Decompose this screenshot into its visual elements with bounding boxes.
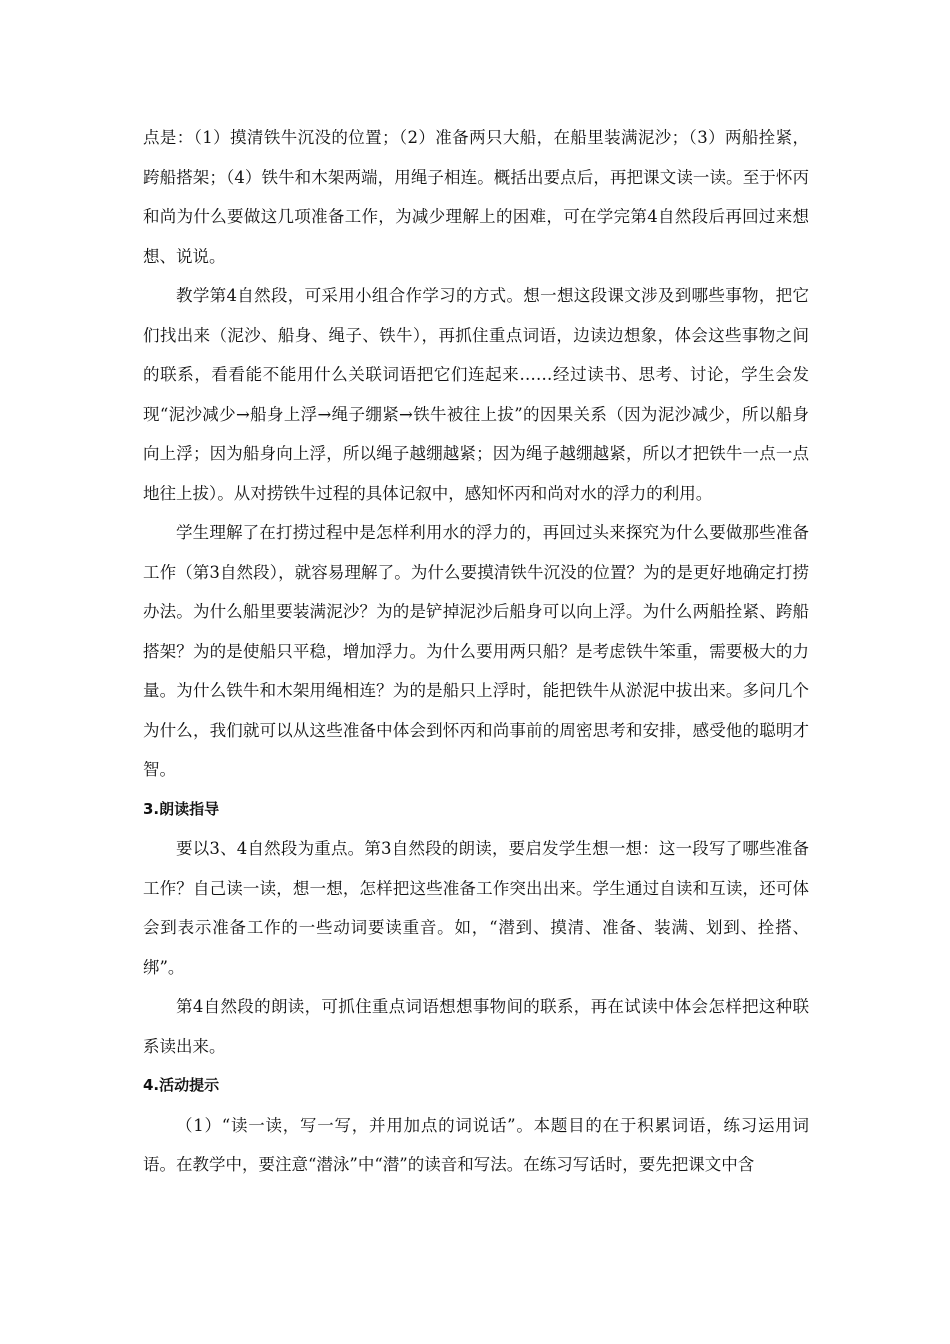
heading-reading-guidance: 3.朗读指导 [143,799,220,818]
paragraph-activity-1: （1）“读一读，写一写，并用加点的词说话”。本题目的在于积累词语，练习运用词语。在教学中，要注意“潜泳”中“潜”的读音和写法。在练习写话时，要先把课文中含 [143,1115,809,1174]
paragraph-buoyancy-understanding: 学生理解了在打捞过程中是怎样利用水的浮力的，再回过头来探究为什么要做那些准备工作（第3自然段），就容易理解了。为什么要摸清铁牛沉没的位置？为的是更好地确定打捞办法。为什么船里要装满泥沙？为的是铲掉泥沙后船身可以向上浮。为什么两船拴紧、跨船搭架？为的是使船只平稳，增加浮力。为什么要用两只船？是考虑铁牛笨重，需要极大的力量。为什么铁牛和木架用绳相连？为的是船只上浮时，能把铁牛从淤泥中拔出来。多问几个为什么，我们就可以从这些准备中体会到怀丙和尚事前的周密思考和安排，感受他的聪明才智。 [143,523,809,779]
heading-activity-tips: 4.活动提示 [143,1076,220,1094]
paragraph-reading-focus: 要以3、4自然段为重点。第3自然段的朗读，要启发学生想一想：这一段写了哪些准备工作？自己读一读，想一想，怎样把这些准备工作突出出来。学生通过自读和互读，还可体会到表示准备工作的一些动词要读重音。如，“潜到、摸清、准备、装满、划到、拴搭、绑”。 [143,839,809,977]
paragraph-teaching-section-4: 教学第4自然段，可采用小组合作学习的方式。想一想这段课文涉及到哪些事物，把它们找出来（泥沙、船身、绳子、铁牛），再抓住重点词语，边读边想象，体会这些事物之间的联系，看看能不能用什么关联词语把它们连起来……经过读书、思考、讨论，学生会发现“泥沙减少→船身上浮→绳子绷紧→铁牛被往上拔”的因果关系（因为泥沙减少，所以船身向上浮；因为船身向上浮，所以绳子越绷越紧；因为绳子越绷越紧，所以才把铁牛一点一点地往上拔）。从对捞铁牛过程的具体记叙中，感知怀丙和尚对水的浮力的利用。 [143,286,809,503]
paragraph-reading-section-4: 第4自然段的朗读，可抓住重点词语想想事物间的联系，再在试读中体会怎样把这种联系读出来。 [143,997,809,1056]
document-page [143,118,809,1185]
paragraph-preparation-points: 点是：（1）摸清铁牛沉没的位置；（2）准备两只大船，在船里装满泥沙；（3）两船拴紧，跨船搭架；（4）铁牛和木架两端，用绳子相连。概括出要点后，再把课文读一读。至于怀丙和尚为什么要做这几项准备工作，为减少理解上的困难，可在学完第4自然段后再回过来想想、说说。 [143,128,809,266]
